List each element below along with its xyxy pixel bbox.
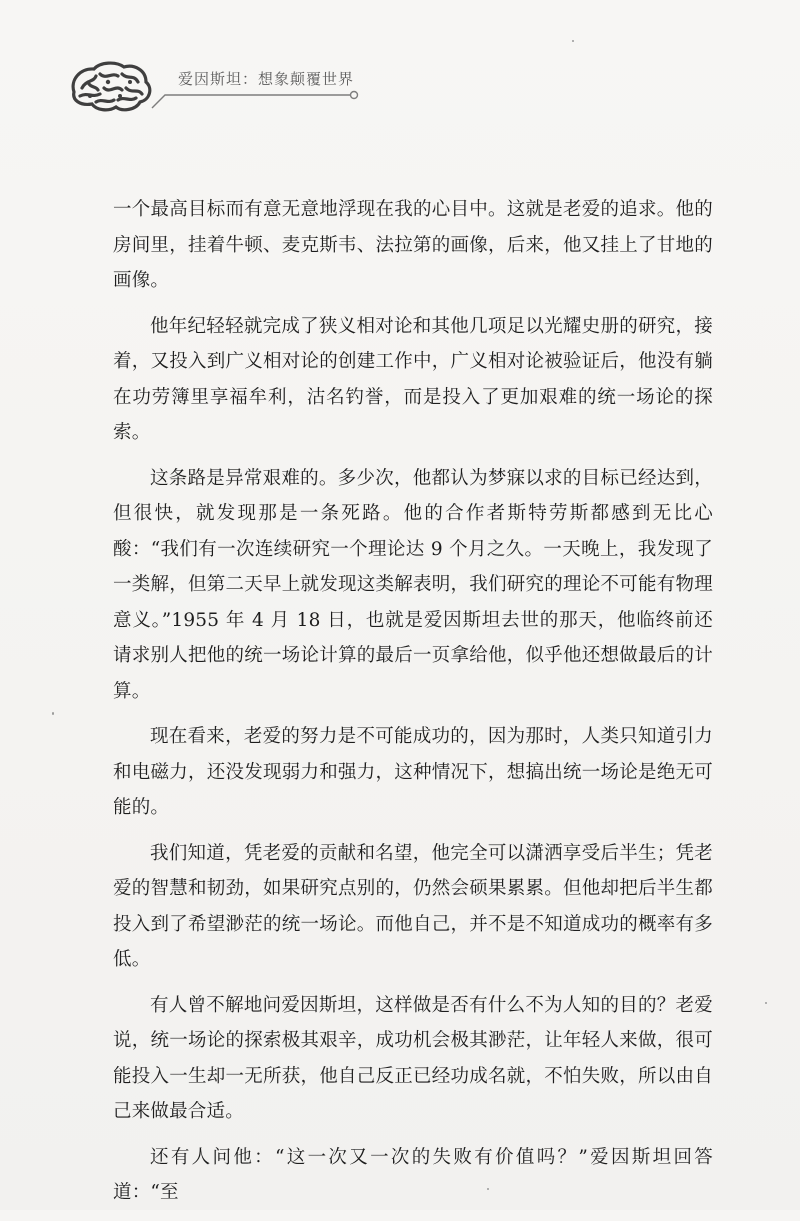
header-title: 爱因斯坦：想象颠覆世界 (178, 70, 355, 88)
paragraph-4: 现在看来，老爱的努力是不可能成功的，因为那时，人类只知道引力和电磁力，还没发现弱力和强力，这种情况下，想搞出统一场论是绝无可能的。 (113, 726, 713, 818)
paper-speck (765, 1002, 767, 1004)
paragraph-5: 我们知道，凭老爱的贡献和名望，他完全可以潇洒享受后半生；凭老爱的智慧和韧劲，如果研究点别的，仍然会硕果累累。但他却把后半生都投入到了希望渺茫的统一场论。而他自己，并不是不知道成功的概率有多低。 (113, 842, 713, 970)
paper-speck (487, 1188, 489, 1190)
paper-speck (52, 712, 54, 715)
paragraph-1: 一个最高目标而有意无意地浮现在我的心目中。这就是老爱的追求。他的房间里，挂着牛顿、麦克斯韦、法拉第的画像，后来，他又挂上了甘地的画像。 (113, 199, 713, 291)
paragraph-7: 还有人问他：“这一次又一次的失败有价值吗？”爱因斯坦回答道：“至 (113, 1146, 713, 1203)
paper-speck (572, 40, 574, 42)
running-header (60, 52, 370, 122)
paragraph-2: 他年纪轻轻就完成了狭义相对论和其他几项足以光耀史册的研究，接着，又投入到广义相对论的创建工作中，广义相对论被验证后，他没有躺在功劳簿里享福牟利，沽名钓誉，而是投入了更加艰难的统一场论的探索。 (113, 315, 713, 443)
paragraph-3: 这条路是异常艰难的。多少次，他都认为梦寐以求的目标已经达到，但很快，就发现那是一条死路。他的合作者斯特劳斯都感到无比心酸：“我们有一次连续研究一个理论达 9 个月之久。一天晚上，我发现了一类解，但第二天早上就发现这类解表明，我们研究的理论不可能有物理意义。”1955 年 4 月 18 日，也就是爱因斯坦去世的那天，他临终前还请求别人把他的统一场论计算的最后一页拿给他，似乎他还想做最后的计算。 (113, 467, 713, 702)
body-text (113, 192, 713, 1221)
paragraph-6: 有人曾不解地问爱因斯坦，这样做是否有什么不为人知的目的？老爱说，统一场论的探索极其艰辛，成功机会极其渺茫，让年轻人来做，很可能投入一生却一无所获，他自己反正已经功成名就，不怕失败，所以由自己来做最合适。 (113, 994, 713, 1122)
